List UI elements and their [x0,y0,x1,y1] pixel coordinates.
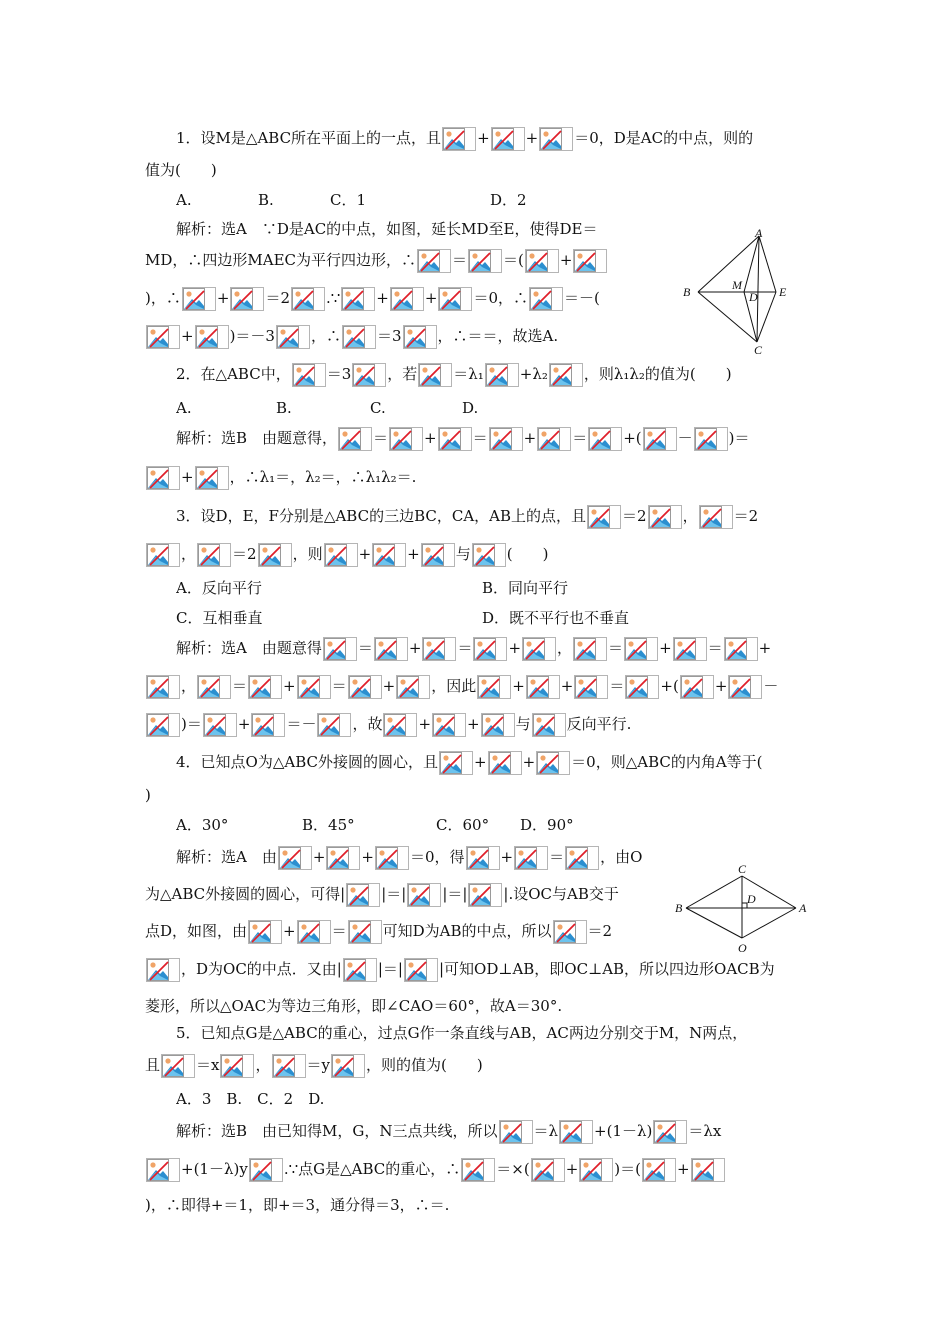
p4-solution-line4: ，D为OC的中点．又由| |＝| |可知OD⊥AB，即OC⊥AB，所以四边形OACB为 [145,952,810,986]
p4-solution-line1: 解析：选A 由 + + ＝0，得 + ＝ ，由O [176,840,666,874]
broken-image-icon [195,325,229,349]
broken-image-icon [348,675,382,699]
broken-image-icon [146,1158,180,1182]
broken-image-icon [438,427,472,451]
broken-image-icon [323,637,357,661]
broken-image-icon [276,325,310,349]
broken-image-icon [403,325,437,349]
p3-question-line2: ， ＝2 ，则 + + 与 ( ) [145,537,810,571]
broken-image-icon [522,637,556,661]
fig1-label-e: E [779,285,787,299]
broken-image-icon [324,543,358,567]
broken-image-icon [326,846,360,870]
fig1-label-a: A [755,226,763,240]
broken-image-icon [375,846,409,870]
p2-options: A. B. C. D. [176,399,479,417]
p4-solution-line5: 菱形，所以△OAC为等边三角形，即∠CAO＝60°，故A＝30°. [145,997,563,1015]
p3-solution-line1: 解析：选A 由题意得 ＝ + ＝ + ， ＝ + ＝ + [176,631,810,665]
p2-solution-line2: + ，∴λ₁＝，λ₂＝，∴λ₁λ₂＝. [145,460,810,494]
broken-image-icon [481,713,515,737]
broken-image-icon [146,675,180,699]
p3-options-row1: A．反向平行 B．同向平行 [176,579,569,597]
p5-solution-line2: +(1－λ)y .∵点G是△ABC的重心，∴ ＝×( + )＝( + [145,1152,810,1186]
broken-image-icon [161,1054,195,1078]
broken-image-icon [468,249,502,273]
p3-options-row2: C．互相垂直 D．既不平行也不垂直 [176,609,630,627]
broken-image-icon [477,675,511,699]
broken-image-icon [438,287,472,311]
broken-image-icon [539,127,573,151]
broken-image-icon [203,713,237,737]
fig2-label-a: A [799,901,807,915]
broken-image-icon [348,920,382,944]
broken-image-icon [248,675,282,699]
fig1-label-c: C [754,343,763,357]
broken-image-icon [485,363,519,387]
broken-image-icon [407,883,441,907]
broken-image-icon [624,637,658,661]
broken-image-icon [691,1158,725,1182]
broken-image-icon [146,325,180,349]
fig2-label-d: D [747,892,756,906]
broken-image-icon [537,427,571,451]
p1-solution-line4: + )＝－3 ，∴ ＝3 ，∴＝＝，故选A. [145,319,665,353]
broken-image-icon [588,427,622,451]
broken-image-icon [374,637,408,661]
broken-image-icon [417,249,451,273]
broken-image-icon [331,1054,365,1078]
broken-image-icon [488,751,522,775]
broken-image-icon [258,543,292,567]
broken-image-icon [421,543,455,567]
p1-solution-line2: MD，∴四边形MAEC为平行四边形，∴ ＝ ＝( + [145,243,665,277]
broken-image-icon [573,249,607,273]
broken-image-icon [559,1120,593,1144]
broken-image-icon [146,543,180,567]
broken-image-icon [532,713,566,737]
fig1-label-d: D [749,290,758,304]
p2-question-line1: 2．在△ABC中， ＝3 ，若 ＝λ₁ +λ₂ ，则λ₁λ₂的值为( ) [176,357,810,391]
broken-image-icon [383,713,417,737]
broken-image-icon [442,127,476,151]
broken-image-icon [297,920,331,944]
broken-image-icon [343,958,377,982]
broken-image-icon [587,505,621,529]
broken-image-icon [728,675,762,699]
broken-image-icon [473,637,507,661]
broken-image-icon [404,958,438,982]
p5-options: A．3 B. C．2 D. [176,1090,325,1108]
broken-image-icon [220,1054,254,1078]
broken-image-icon [230,287,264,311]
broken-image-icon [694,427,728,451]
p3-solution-line3: )＝ + ＝－ ，故 + + 与 反向平行. [145,707,810,741]
broken-image-icon [338,427,372,451]
broken-image-icon [724,637,758,661]
p1-solution-line1: 解析：选A ∵D是AC的中点，如图，延长MD至E，使得DE＝ [176,220,598,238]
p3-question-line1: 3．设D，E，F分别是△ABC的三边BC，CA，AB上的点，且 ＝2 ， ＝2 [176,499,810,533]
broken-image-icon [673,637,707,661]
broken-image-icon [251,713,285,737]
broken-image-icon [525,249,559,273]
broken-image-icon [553,920,587,944]
p1-question-line2: 值为( ) [145,161,217,179]
broken-image-icon [565,846,599,870]
p4-question-line1: 4．已知点O为△ABC外接圆的圆心，且 + + ＝0，则△ABC的内角A等于( [176,745,810,779]
broken-image-icon [536,751,570,775]
broken-image-icon [461,1158,495,1182]
broken-image-icon [390,287,424,311]
broken-image-icon [197,675,231,699]
broken-image-icon [529,287,563,311]
broken-image-icon [579,1158,613,1182]
broken-image-icon [491,127,525,151]
fig2-label-o: O [738,941,747,955]
p4-question-line2: ) [145,786,151,804]
broken-image-icon [249,1158,283,1182]
fig2-label-c: C [738,862,747,876]
broken-image-icon [526,675,560,699]
figure-rhombus-oacb [672,860,812,956]
broken-image-icon [352,363,386,387]
broken-image-icon [472,543,506,567]
p5-solution-line3: )，∴即得+＝1，即+＝3，通分得＝3，∴＝. [145,1196,450,1214]
broken-image-icon [182,287,216,311]
broken-image-icon [272,1054,306,1078]
p1-question-line1: 1．设M是△ABC所在平面上的一点，且 + + ＝0，D是AC的中点，则的 [176,121,810,155]
broken-image-icon [466,846,500,870]
fig2-label-b: B [675,901,683,915]
broken-image-icon [468,883,502,907]
broken-image-icon [317,713,351,737]
p3-solution-line2: ， ＝ + ＝ + ，因此 + + ＝ +( + － [145,669,810,703]
broken-image-icon [531,1158,565,1182]
p5-question-line2: 且 ＝x ， ＝y ，则的值为( ) [145,1048,810,1082]
broken-image-icon [432,713,466,737]
broken-image-icon [396,675,430,699]
broken-image-icon [489,427,523,451]
p5-solution-line1: 解析：选B 由已知得M，G，N三点共线，所以 ＝λ +(1－λ) ＝λx [176,1114,810,1148]
broken-image-icon [346,883,380,907]
broken-image-icon [549,363,583,387]
broken-image-icon [146,713,180,737]
broken-image-icon [642,1158,676,1182]
broken-image-icon [341,287,375,311]
figure-parallelogram-maec [676,226,806,358]
broken-image-icon [680,675,714,699]
p4-solution-line3: 点D，如图，由 + ＝ 可知D为AB的中点，所以 ＝2 [145,914,665,948]
p4-options: A．30° B．45° C．60° D．90° [176,816,574,834]
p1-options: A. B. C．1 D．2 [176,191,527,209]
broken-image-icon [146,466,180,490]
broken-image-icon [439,751,473,775]
broken-image-icon [389,427,423,451]
broken-image-icon [197,543,231,567]
broken-image-icon [278,846,312,870]
broken-image-icon [418,363,452,387]
p4-solution-line2: 为△ABC外接圆的圆心，可得| |＝| |＝| |.设OC与AB交于 [145,877,665,911]
broken-image-icon [342,325,376,349]
p5-question-line1: 5．已知点G是△ABC的重心，过点G作一条直线与AB，AC两边分别交于M，N两点， [176,1024,748,1042]
broken-image-icon [422,637,456,661]
broken-image-icon [297,675,331,699]
p2-solution-line1: 解析：选B 由题意得， ＝ + ＝ + ＝ +( － )＝ [176,421,810,455]
broken-image-icon [573,637,607,661]
broken-image-icon [514,846,548,870]
broken-image-icon [653,1120,687,1144]
broken-image-icon [625,675,659,699]
broken-image-icon [248,920,282,944]
broken-image-icon [372,543,406,567]
broken-image-icon [195,466,229,490]
broken-image-icon [643,427,677,451]
broken-image-icon [499,1120,533,1144]
broken-image-icon [699,505,733,529]
broken-image-icon [574,675,608,699]
fig1-label-b: B [683,285,691,299]
broken-image-icon [146,958,180,982]
fig1-label-m: M [732,278,742,292]
broken-image-icon [292,363,326,387]
broken-image-icon [291,287,325,311]
broken-image-icon [648,505,682,529]
p1-solution-line3: )，∴ + ＝2 .∵ + + ＝0，∴ ＝－( [145,281,665,315]
